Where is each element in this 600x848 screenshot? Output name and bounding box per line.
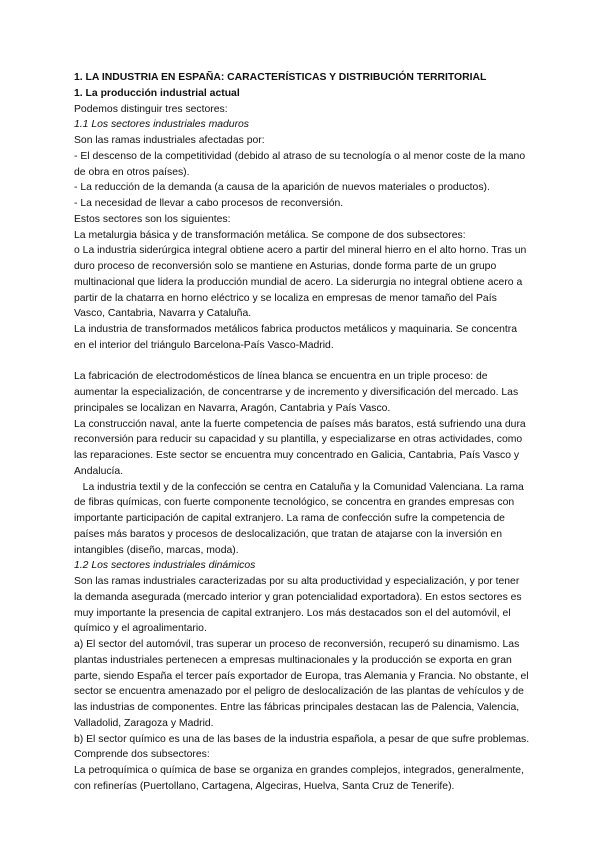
paragraph: La industria de transformados metálicos fabrica productos metálicos y maquinaria. Se concentra en el interior del triángulo Barcelona-País Vasco-Madrid. [74, 324, 517, 351]
section-heading: 1. La producción industrial actual [74, 87, 240, 99]
paragraph: o La industria siderúrgica integral obtiene acero a partir del mineral hierro en el alto horno. Tras un duro proceso de reconversión solo se mantiene en Asturias, donde forma parte de un grupo multinacional que lidera la producción mundial de acero. La siderurgia no integral obtiene acero a partir de la chatarra en horno eléctrico y se localiza en empresas de menor tamaño del País Vasco, Cantabria, Navarra y Cataluña. [74, 245, 527, 320]
paragraph-gap [74, 354, 530, 370]
paragraph: Son las ramas industriales caracterizadas por su alta productividad y especialización, y por tener la demanda asegurada (mercado interior y gran potencialidad exportadora). En estos sectores es muy importante la presencia de capital extranjero. Los más destacados son el del automóvil, el químico y el agroalimentario. [74, 576, 522, 635]
paragraph: La petroquímica o química de base se organiza en grandes complejos, integrados, generalmente, con refinerías (Puertollano, Cartagena, Algeciras, Huelva, Santa Cruz de Tenerife). [74, 765, 524, 792]
list-item: - El descenso de la competitividad (debido al atraso de su tecnología o al menor coste de la mano de obra en otros países). [74, 150, 526, 178]
document-body [74, 70, 530, 795]
paragraph: La construcción naval, ante la fuerte competencia de países más baratos, está sufriendo una dura reconversión para reducir su capacidad y su plantilla, y especializarse en otras actividades, como las reparaciones. Este sector se encuentra muy concentrado en Galicia, Cantabria, País Vasco y Andalucía. [74, 418, 526, 477]
document-title: 1. LA INDUSTRIA EN ESPAÑA: CARACTERÍSTICAS Y DISTRIBUCIÓN TERRITORIAL [74, 72, 487, 83]
subsection-heading: 1.2 Los sectores industriales dinámicos [74, 560, 256, 572]
paragraph: Estos sectores son los siguientes: [74, 213, 231, 225]
list-item: - La necesidad de llevar a cabo procesos de reconversión. [74, 198, 344, 209]
paragraph: Podemos distinguir tres sectores: [74, 103, 228, 115]
paragraph: La metalurgia básica y de transformación metálica. Se compone de dos subsectores: [74, 229, 466, 241]
paragraph: La fabricación de electrodomésticos de línea blanca se encuentra en un triple proceso: de aumentar la especialización, de concentrarse y de incremento y diversificación del mercado. Las principales se localizan en Navarra, Aragón, Cantabria y País Vasco. [74, 371, 519, 414]
paragraph: La industria textil y de la confección se centra en Cataluña y la Comunidad Valenciana. La rama de fibras químicas, con fuerte componente tecnológico, se concentra en grandes empresas con importante participación de capital extranjero. La rama de confección sufre la competencia de países más baratos y procesos de deslocalización, que tratan de atajarse con la inversión en intangibles (diseño, marcas, moda). [74, 481, 527, 556]
paragraph: a) El sector del automóvil, tras superar un proceso de reconversión, recuperó su dinamismo. Las plantas industriales pertenecen a empresas multinacionales y la producción se exporta en gran parte, siendo España el tercer país exportador de Europa, tras Alemania y Francia. No obstante, el sector se encuentra amenazado por el peligro de deslocalización de las plantas de vehículos y de las industrias de componentes. Entre las fábricas principales destacan las de Palencia, Valencia, Valladolid, Zaragoza y Madrid. [74, 639, 529, 729]
paragraph: b) El sector químico es una de las bases de la industria española, a pesar de que sufre problemas. Comprende dos subsectores: [74, 733, 530, 761]
subsection-heading: 1.1 Los sectores industriales maduros [74, 119, 249, 131]
list-item: - La reducción de la demanda (a causa de la aparición de nuevos materiales o productos). [74, 182, 490, 194]
paragraph: Son las ramas industriales afectadas por: [74, 135, 265, 146]
